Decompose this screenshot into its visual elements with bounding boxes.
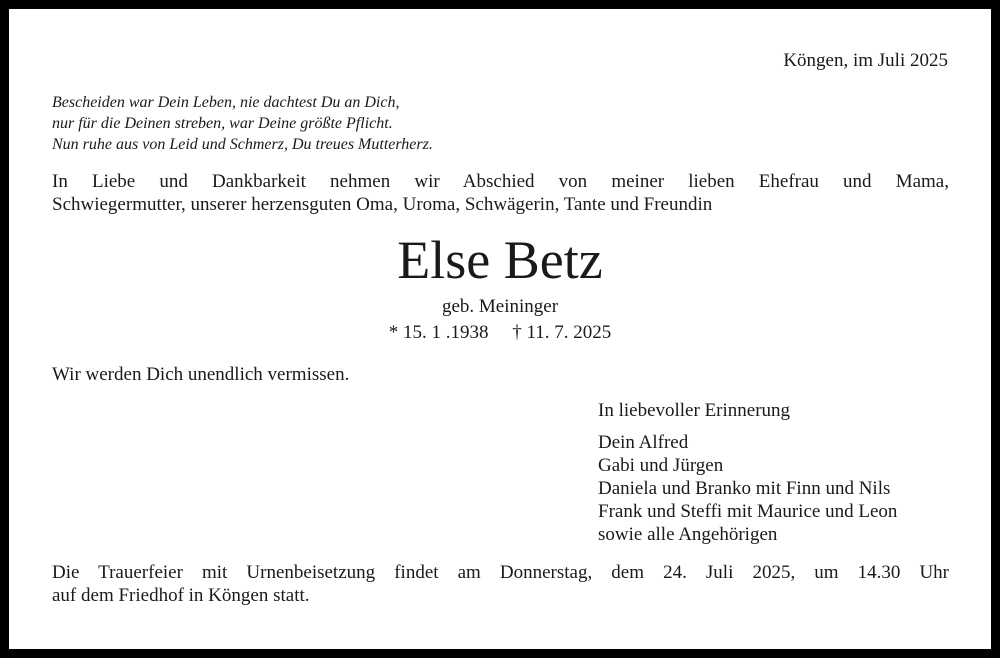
intro-line: In Liebe und Dankbarkeit nehmen wir Abschied von meiner lieben Ehefrau und Mama,	[52, 171, 949, 192]
place-date: Köngen, im Juli 2025	[783, 50, 948, 71]
family-member: sowie alle Angehörigen	[598, 524, 778, 545]
family-member: Gabi und Jürgen	[598, 455, 724, 476]
miss-line: Wir werden Dich unendlich vermissen.	[52, 364, 350, 385]
birth-name: geb. Meininger	[441, 296, 559, 317]
intro-paragraph	[52, 170, 949, 216]
life-dates: * 15. 1 .1938 † 11. 7. 2025	[388, 322, 612, 343]
remembrance-heading: In liebevoller Erinnerung	[598, 400, 791, 421]
family-member: Frank und Steffi mit Maurice und Leon	[598, 501, 898, 522]
poem-line: Bescheiden war Dein Leben, nie dachtest Du an Dich,	[52, 94, 400, 111]
family-member: Daniela und Branko mit Finn und Nils	[598, 478, 891, 499]
poem-line: nur für die Deinen streben, war Deine größte Pflicht.	[52, 115, 393, 132]
family-member: Dein Alfred	[598, 432, 689, 453]
deceased-name: Else Betz	[397, 230, 603, 290]
poem-line: Nun ruhe aus von Leid und Schmerz, Du treues Mutterherz.	[52, 136, 433, 153]
funeral-line: auf dem Friedhof in Köngen statt.	[52, 585, 310, 606]
family-list	[598, 431, 897, 546]
intro-line: Schwiegermutter, unserer herzensguten Oma, Uroma, Schwägerin, Tante und Freundin	[52, 194, 713, 215]
poem	[52, 92, 433, 155]
funeral-line: Die Trauerfeier mit Urnenbeisetzung findet am Donnerstag, dem 24. Juli 2025, um 14.30 Uhr	[52, 562, 949, 583]
funeral-paragraph	[52, 561, 949, 607]
